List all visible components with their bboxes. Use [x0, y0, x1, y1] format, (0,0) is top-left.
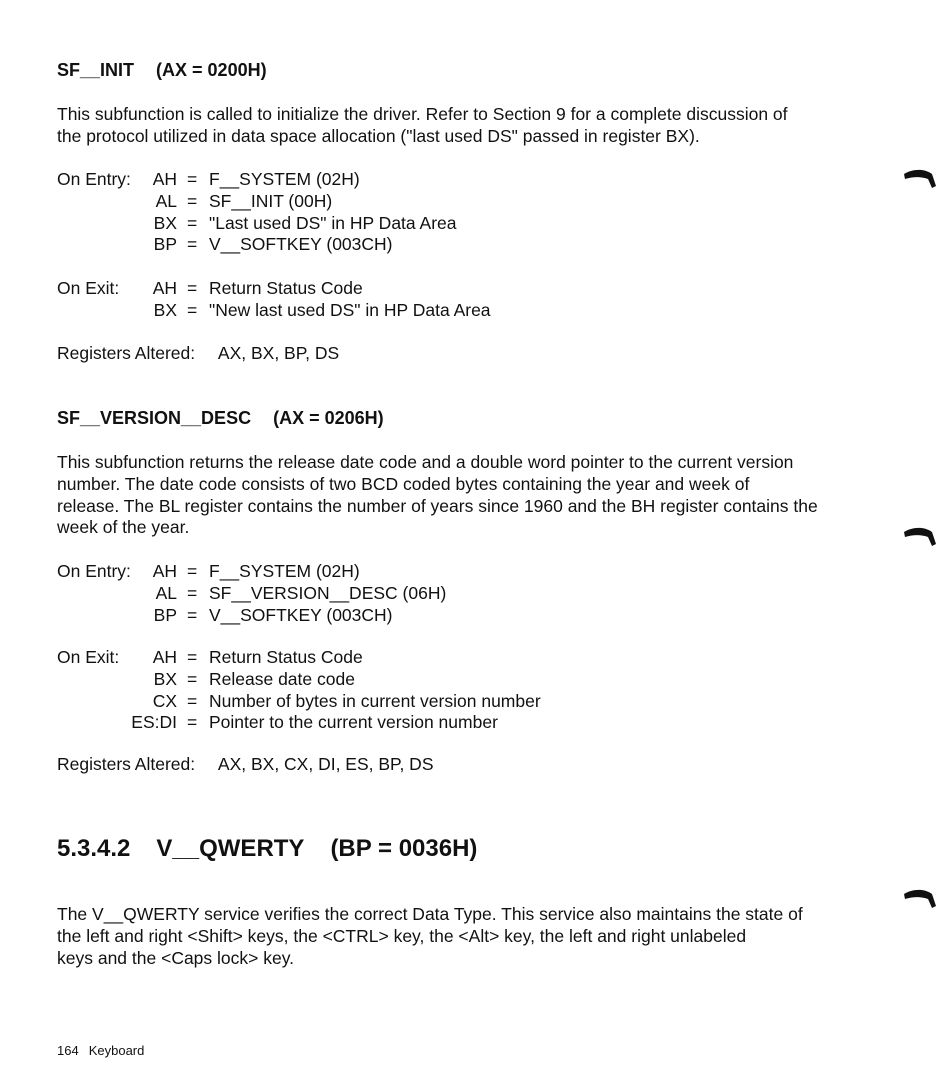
paragraph-line: This subfunction is called to initialize the driver. Refer to Section 9 for a complete discussion of: [57, 104, 788, 124]
register-value: Return Status Code: [209, 278, 363, 298]
register-value: SF__VERSION__DESC (06H): [209, 582, 447, 603]
sf-version-desc-registers-altered: [57, 754, 434, 775]
register-name: CX: [152, 690, 177, 711]
register-name: BX: [153, 668, 177, 689]
register-name: BX: [153, 212, 177, 233]
equals-sign: =: [187, 212, 198, 233]
register-value: F__SYSTEM (02H): [209, 561, 360, 581]
subsection-param: (BP = 0036H): [330, 835, 478, 862]
registers-altered-label: Registers Altered:: [57, 343, 196, 363]
subsection-description: [57, 904, 803, 969]
sf-init-description: [57, 104, 788, 148]
registers-altered-label: Registers Altered:: [57, 754, 196, 774]
sf-init-heading: [57, 60, 267, 81]
paragraph-line: the protocol utilized in data space allocation ("last used DS" passed in register BX).: [57, 125, 700, 146]
subsection-heading: [57, 835, 477, 863]
page-number: 164: [57, 1043, 79, 1058]
register-value: "Last used DS" in HP Data Area: [209, 212, 457, 233]
register-value: F__SYSTEM (02H): [209, 169, 360, 189]
subsection-number: 5.3.4.2: [57, 835, 131, 862]
equals-sign: =: [187, 582, 198, 603]
paragraph-line: This subfunction returns the release date code and a double word pointer to the current version: [57, 452, 794, 472]
register-name: AL: [155, 582, 177, 603]
equals-sign: =: [187, 647, 198, 667]
paragraph-line: keys and the <Caps lock> key.: [57, 947, 295, 968]
register-value: Release date code: [209, 668, 355, 689]
equals-sign: =: [187, 278, 198, 298]
register-value: "New last used DS" in HP Data Area: [209, 299, 491, 320]
register-name: AL: [155, 190, 177, 211]
sf-init-registers-altered: [57, 343, 339, 364]
sf-init-exit-label: On Exit:: [57, 278, 120, 298]
registers-altered-value: AX, BX, BP, DS: [217, 343, 340, 363]
paragraph-line: release. The BL register contains the number of years since 1960 and the BH register contains the: [57, 495, 818, 516]
register-name: AH: [152, 278, 177, 298]
sf-version-desc-heading-name: SF__VERSION__DESC: [57, 408, 252, 428]
chapter-name: Keyboard: [88, 1043, 145, 1058]
paragraph-line: the left and right <Shift> keys, the <CTRL> key, the <Alt> key, the left and right unlabeled: [57, 925, 747, 946]
revision-mark-icon: [902, 524, 938, 548]
sf-version-desc-heading: [57, 408, 384, 429]
register-value: V__SOFTKEY (003CH): [209, 234, 393, 255]
register-value: V__SOFTKEY (003CH): [209, 604, 393, 625]
register-name: AH: [152, 169, 177, 189]
registers-altered-value: AX, BX, CX, DI, ES, BP, DS: [217, 754, 434, 774]
paragraph-line: number. The date code consists of two BCD coded bytes containing the year and week of: [57, 473, 750, 494]
equals-sign: =: [187, 299, 198, 320]
equals-sign: =: [187, 668, 198, 689]
register-name: ES:DI: [131, 712, 177, 733]
sf-version-desc-description: [57, 452, 818, 539]
register-value: Return Status Code: [209, 647, 363, 667]
equals-sign: =: [187, 190, 198, 211]
equals-sign: =: [187, 690, 198, 711]
paragraph-line: week of the year.: [57, 517, 190, 538]
sf-version-desc-entry-label: On Entry:: [57, 561, 131, 581]
equals-sign: =: [187, 561, 198, 581]
register-name: BP: [153, 604, 177, 625]
sf-init-entry-label: On Entry:: [57, 169, 131, 189]
register-name: BX: [153, 299, 177, 320]
sf-version-desc-exit-label: On Exit:: [57, 647, 120, 667]
page-footer: [57, 1043, 144, 1058]
sf-init-heading-name: SF__INIT: [57, 60, 135, 80]
sf-version-desc-heading-param: (AX = 0206H): [273, 408, 384, 428]
equals-sign: =: [187, 712, 198, 733]
sf-init-heading-param: (AX = 0200H): [156, 60, 267, 80]
subsection-name: V__QWERTY: [156, 835, 305, 862]
register-name: BP: [153, 234, 177, 255]
equals-sign: =: [187, 604, 198, 625]
equals-sign: =: [187, 234, 198, 255]
register-value: Number of bytes in current version number: [209, 690, 541, 711]
register-value: Pointer to the current version number: [209, 712, 498, 733]
revision-mark-icon: [902, 886, 938, 910]
register-value: SF__INIT (00H): [209, 190, 333, 211]
register-name: AH: [152, 561, 177, 581]
register-name: AH: [152, 647, 177, 667]
equals-sign: =: [187, 169, 198, 189]
revision-mark-icon: [902, 166, 938, 190]
paragraph-line: The V__QWERTY service verifies the correct Data Type. This service also maintains the state of: [57, 904, 803, 924]
